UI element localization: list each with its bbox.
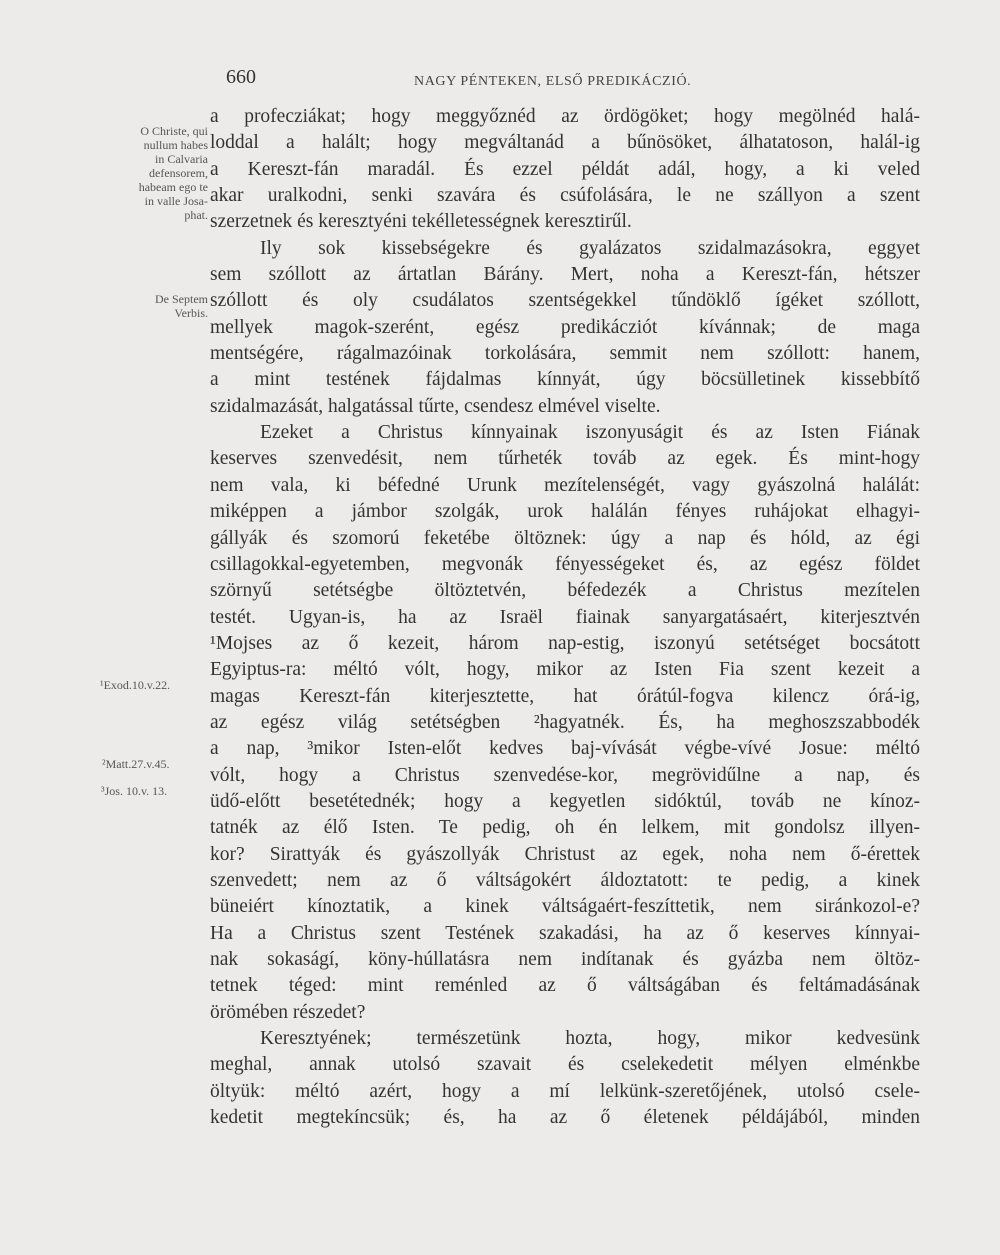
- text-line: loddal a halált; hogy megváltanád a bűnösöket, álhatatoson, halál-ig: [210, 132, 920, 154]
- page-number: 660: [226, 66, 256, 88]
- text-line: a nap, ³mikor Isten-előt kedves baj-vívását végbe-vívé Josue: méltó: [210, 738, 920, 760]
- body-text: [210, 104, 920, 1131]
- margin-note-line: in Calvaria: [155, 152, 208, 166]
- text-line: üdő-előtt besetétednék; hogy a kegyetlen sidóktúl, továb ne kínoz-: [210, 790, 920, 812]
- text-line: örömében részedet?: [210, 1001, 366, 1023]
- text-line: Ily sok kissebségekre és gyalázatos szidalmazásokra, eggyet: [260, 237, 920, 259]
- margin-note-line: defensorem,: [149, 166, 208, 180]
- page-header: [0, 66, 1000, 96]
- text-line: szóllott és oly csudálatos szentségekkel tűndöklő ígéket szóllott,: [210, 290, 920, 312]
- text-line: nak sokaságí, köny-húllatásra nem indítanak és gyázba nem öltöz-: [210, 949, 920, 970]
- text-line: tetnek téged: mint reménled az ő váltságában és feltámadásának: [210, 975, 920, 997]
- text-line: Ezeket a Christus kínnyainak iszonyuságit és az Isten Fiának: [260, 422, 920, 444]
- text-line: ¹Mojses az ő kezeit, három nap-estig, iszonyú setétséget bocsátott: [210, 632, 920, 654]
- text-line: akar uralkodni, senki szavára és csúfolására, le ne szállyon a szent: [210, 185, 920, 207]
- text-line: tatnék az élő Isten. Te pedig, oh én lelkem, mit gondolsz illyen-: [210, 817, 920, 839]
- margin-note-line: Verbis.: [174, 306, 208, 320]
- footnote-ref-matthew: ²Matt.27.v.45.: [102, 757, 170, 771]
- text-line: a mint testének fájdalmas kínnyát, úgy böcsülletinek kissebbítő: [210, 369, 920, 391]
- margin-note-line: phat.: [184, 208, 208, 222]
- margin-note-o-christe: [104, 124, 208, 222]
- margin-note-de-septem-verbis: [104, 292, 208, 320]
- text-line: Ha a Christus szent Testének szakadási, ha az ő keserves kínnyai-: [210, 922, 920, 944]
- text-line: Keresztyének; természetünk hozta, hogy, mikor kedvesünk: [260, 1028, 920, 1050]
- text-line: szörnyű setétségbe öltöztetvén, béfedezék a Christus mezítelen: [210, 580, 920, 602]
- footnote-ref-exodus: ¹Exod.10.v.22.: [100, 678, 171, 692]
- text-line: sem szóllott az ártatlan Bárány. Mert, noha a Kereszt-fán, hétszer: [210, 264, 920, 286]
- text-line: kedetit megtekíncsük; és, ha az ő életenek példájából, minden: [210, 1107, 920, 1129]
- text-line: vólt, hogy a Christus szenvedése-kor, megrövidűlne a nap, és: [210, 764, 920, 786]
- text-line: magas Kereszt-fán kiterjesztette, hat órátúl-fogva kilencz órá-ig,: [210, 685, 920, 707]
- text-line: testét. Ugyan-is, ha az Israël fiainak sanyargatásaért, kiterjesztvén: [210, 606, 920, 628]
- margin-note-line: nullum habes: [143, 138, 208, 152]
- margin-note-line: habeam ego te: [138, 180, 208, 194]
- text-line: az egész világ setétségben ²hagyatnék. És, ha meghoszszabbodék: [210, 711, 920, 733]
- text-line: keserves szenvedésit, nem tűrheték továb az egek. És mint-hogy: [210, 448, 920, 470]
- footnote-ref-joshua: ³Jos. 10.v. 13.: [101, 784, 168, 798]
- text-line: büneiért kínoztatik, a kinek váltságaért-feszíttetik, nem siránkozol-e?: [210, 896, 920, 918]
- text-line: szerzetnek és keresztyéni tekélletességnek keresztirűl.: [210, 211, 632, 233]
- text-line: kor? Sirattyák és gyászollyák Christust az egek, noha nem ő-érettek: [210, 843, 920, 865]
- text-line: mellyek magok-szerént, egész predikácziót kívánnak; de maga: [210, 316, 920, 338]
- text-line: a Kereszt-fán maradál. És ezzel példát adál, hogy, a ki veled: [210, 158, 920, 180]
- running-head: NAGY PÉNTEKEN, ELSŐ PREDIKÁCZIÓ.: [414, 74, 692, 89]
- margin-note-line: De Septem: [155, 292, 208, 306]
- text-line: nem vala, ki béfedné Urunk mezítelenségét, vagy gyászolná halálát:: [210, 474, 920, 496]
- text-line: szenvedett; nem az ő váltságokért áldoztatott: te pedig, a kinek: [210, 869, 920, 891]
- text-line: csillagokkal-egyetemben, megvonák fényességeket és, az egész földet: [210, 553, 920, 575]
- text-line: a profecziákat; hogy meggyőznéd az ördögöket; hogy megölnéd halá-: [210, 106, 920, 127]
- text-line: gállyák és szomorú feketébe öltöznek: úgy a nap és hóld, az égi: [210, 527, 920, 549]
- margin-note-line: O Christe, qui: [140, 124, 208, 138]
- margin-note-line: in valle Josa-: [144, 194, 208, 208]
- text-line: Egyiptus-ra: méltó vólt, hogy, mikor az Isten Fia szent kezeit a: [210, 659, 920, 681]
- text-line: miképpen a jámbor szolgák, urok halálán fényes ruhájokat elhagyi-: [210, 501, 920, 523]
- text-line: mentségére, rágalmazóinak torkolására, semmit nem szóllott: hanem,: [210, 343, 920, 365]
- text-line: meghal, annak utolsó szavait és cselekedetit mélyen elménkbe: [210, 1054, 920, 1076]
- text-line: szidalmazását, halgatással tűrte, csendesz elmével viselte.: [210, 395, 661, 417]
- text-line: öltyük: méltó azért, hogy a mí lelkünk-szeretőjének, utolsó csele-: [210, 1080, 920, 1102]
